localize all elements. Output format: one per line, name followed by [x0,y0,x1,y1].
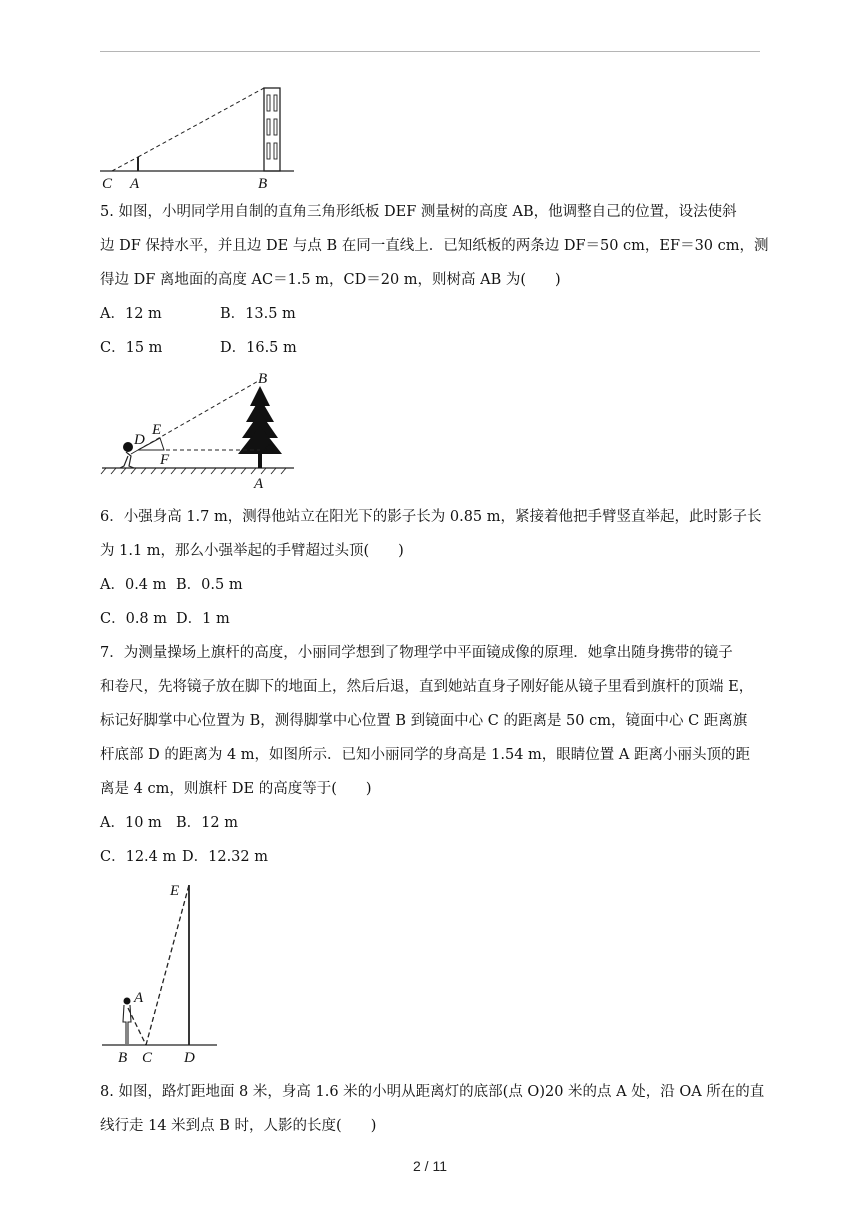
label-a: A [130,176,140,192]
question-7-options-row-2 [100,840,268,874]
option-c[interactable]: C．12.4 m [100,849,177,865]
option-b[interactable]: B．0.5 m [176,577,243,593]
label-tree-b: B [258,371,268,387]
label-tree-c: C [264,442,275,458]
label-tree-d: D [134,432,145,448]
label-tree-e: E [152,422,162,438]
option-a[interactable]: A．0.4 m [100,577,167,593]
option-c[interactable]: C．0.8 m [100,611,168,627]
figure-tree [100,370,300,492]
question-5-line-2: 边 DF 保持水平，并且边 DE 与点 B 在同一直线上．已知纸板的两条边 DF＝50 cm，EF＝30 cm，测 [100,238,769,254]
question-6-line-2: 为 1.1 m，那么小强举起的手臂超过头顶( ) [100,543,404,559]
label-flag-d: D [184,1050,195,1066]
label-b: B [258,176,268,192]
question-7-line-4: 杆底部 D 的距离为 4 m，如图所示．已知小丽同学的身高是 1.54 m，眼睛位置 A 距离小丽头顶的距 [100,747,750,763]
question-7-line-3: 标记好脚掌中心位置为 B，测得脚掌中心位置 B 到镜面中心 C 的距离是 50 cm，镜面中心 C 距离旗 [100,713,748,729]
option-a[interactable]: A．10 m [100,815,162,831]
label-flag-b: B [118,1050,128,1066]
figure-flagpole-mirror [100,878,220,1068]
label-flag-e: E [170,883,180,899]
option-d[interactable]: D．16.5 m [220,340,297,356]
label-flag-c: C [142,1050,153,1066]
label-flag-a: A [134,990,144,1006]
question-5-line-3: 得边 DF 离地面的高度 AC＝1.5 m，CD＝20 m，则树高 AB 为( ) [100,272,561,288]
option-c[interactable]: C．15 m [100,340,163,356]
label-tree-a: A [254,476,264,492]
question-7-line-5: 离是 4 cm，则旗杆 DE 的高度等于( ) [100,781,372,797]
question-8-line-1: 8. 如图，路灯距地面 8 米，身高 1.6 米的小明从距离灯的底部(点 O)20 米的点 A 处，沿 OA 所在的直 [100,1084,765,1100]
question-5-options-row-1 [100,297,296,331]
option-d[interactable]: D．12.32 m [182,849,268,865]
label-tree-f: F [160,452,170,468]
question-6-options-row-2 [100,602,230,636]
question-6-line-1: 6．小强身高 1.7 m，测得他站立在阳光下的影子长为 0.85 m，紧接着他把手臂竖直举起，此时影子长 [100,509,762,525]
question-5-line-1: 5. 如图，小明同学用自制的直角三角形纸板 DEF 测量树的高度 AB，他调整自己的位置，设法使斜 [100,204,737,220]
option-a[interactable]: A．12 m [100,306,162,322]
label-c: C [102,176,113,192]
page-number: 2 / 11 [413,1158,447,1174]
question-6-options-row-1 [100,568,243,602]
question-7-line-1: 7．为测量操场上旗杆的高度，小丽同学想到了物理学中平面镜成像的原理．她拿出随身携带的镜子 [100,645,733,661]
figure-building-shadow [98,84,298,192]
option-b[interactable]: B．12 m [176,815,238,831]
option-d[interactable]: D．1 m [176,611,230,627]
question-5-options-row-2 [100,331,297,365]
question-7-line-2: 和卷尺，先将镜子放在脚下的地面上，然后后退，直到她站直身子刚好能从镜子里看到旗杆的顶端 E， [100,679,754,695]
option-b[interactable]: B．13.5 m [220,306,296,322]
question-8-line-2: 线行走 14 米到点 B 时，人影的长度( ) [100,1118,377,1134]
question-7-options-row-1 [100,806,238,840]
header-rule [100,51,760,52]
